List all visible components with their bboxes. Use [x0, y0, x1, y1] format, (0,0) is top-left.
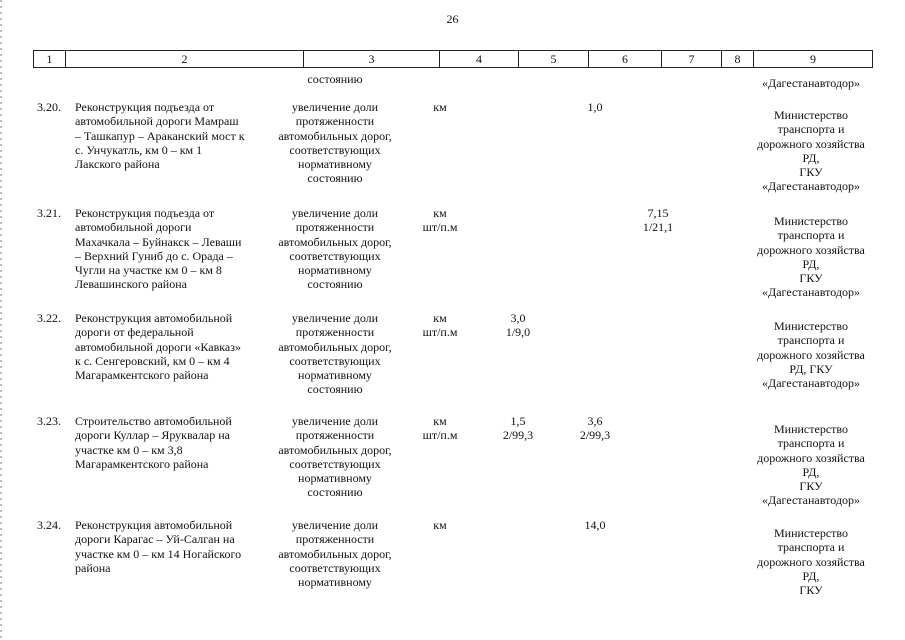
row-col7-line: 1/21,1: [642, 220, 674, 235]
row-col5-line: 2/99,3: [502, 428, 534, 443]
carryover-purpose-line: состоянию: [307, 72, 363, 86]
row-purpose-line: состоянию: [307, 277, 363, 292]
row-executor-line: дорожного хозяйства: [757, 347, 865, 362]
row-purpose: [268, 206, 402, 292]
row-executor-line: дорожного хозяйства: [757, 242, 865, 257]
row-name-line: дороги Карагас – Уй-Салган на: [75, 532, 235, 547]
row-name-line: – Верхний Гуниб до с. Орада –: [75, 248, 233, 263]
row-name-line: Чугли на участке км 0 – км 8: [75, 263, 222, 278]
row-executor-line: транспорта и: [777, 333, 845, 348]
row-purpose-line: соответствующих: [289, 456, 381, 471]
row-name-line: Реконструкция подъезда от: [75, 100, 215, 114]
row-executor-line: транспорта и: [777, 228, 845, 243]
row-purpose-line: нормативному: [298, 368, 372, 383]
header-col-9: 9: [753, 51, 873, 67]
row-name-line: Магарамкентского района: [75, 456, 209, 471]
row-col5-line: 1/9,0: [505, 325, 531, 340]
row-executor-line: дорожного хозяйства: [757, 554, 865, 569]
row-name-line: дороги Куллар – Яруквалар на: [75, 428, 231, 443]
row-executor-line: РД,: [802, 256, 820, 271]
row-executor-line: «Дагестанавтодор»: [762, 179, 860, 194]
row-name-line: Лакского района: [75, 157, 160, 172]
header-col-6: 6: [588, 51, 661, 67]
row-col5: [488, 311, 548, 340]
row-number-line: 3.22.: [37, 311, 61, 325]
row-executor-line: «Дагестанавтодор»: [762, 285, 860, 300]
header-col-2: 2: [65, 51, 303, 67]
row-unit-line: км: [433, 206, 447, 220]
row-col6: [560, 414, 630, 443]
table-header: [33, 50, 873, 68]
row-purpose-line: увеличение доли: [291, 518, 379, 532]
row-name-line: Махачкала – Буйнакск – Леваши: [75, 234, 242, 249]
row-purpose-line: автомобильных дорог,: [278, 546, 392, 561]
row-unit-line: шт/п.м: [422, 220, 458, 235]
row-unit-line: км: [433, 100, 447, 114]
row-executor-line: дорожного хозяйства: [757, 136, 865, 151]
row-name-line: участке км 0 – км 3,8: [75, 442, 183, 457]
header-col-3: 3: [303, 51, 439, 67]
row-unit: [412, 100, 468, 114]
row-number: [37, 518, 71, 532]
row-executor: [748, 108, 874, 194]
row-number-line: 3.21.: [37, 206, 61, 220]
row-number: [37, 206, 71, 220]
header-col-8: 8: [721, 51, 753, 67]
row-purpose: [268, 311, 402, 397]
row-purpose: [268, 414, 402, 500]
row-purpose-line: нормативному: [298, 471, 372, 486]
header-col-7: 7: [661, 51, 721, 67]
row-unit-line: шт/п.м: [422, 325, 458, 340]
row-name-line: с. Унчукатль, км 0 – км 1: [75, 142, 203, 157]
row-purpose-line: увеличение доли: [291, 100, 379, 114]
row-purpose-line: увеличение доли: [291, 311, 379, 325]
row-col7: [628, 206, 688, 235]
row-executor-line: транспорта и: [777, 436, 845, 451]
carryover-executor-line: «Дагестанавтодор»: [762, 76, 860, 90]
row-purpose-line: протяженности: [295, 220, 375, 235]
row-col6-line: 3,6: [587, 414, 603, 428]
row-executor-line: ГКУ: [799, 271, 823, 286]
row-purpose-line: автомобильных дорог,: [278, 234, 392, 249]
row-executor-line: «Дагестанавтодор»: [762, 376, 860, 391]
header-col-1: 1: [33, 51, 65, 67]
page-number: 26: [446, 12, 459, 26]
row-col6-line: 1,0: [587, 100, 603, 114]
row-number: [37, 100, 71, 114]
row-purpose-line: протяженности: [295, 114, 375, 129]
row-purpose-line: нормативному: [298, 157, 372, 172]
row-executor-line: Министерство: [774, 319, 848, 333]
row-executor-line: Министерство: [774, 214, 848, 228]
row-unit: [412, 518, 468, 532]
row-executor-line: Министерство: [774, 422, 848, 436]
row-name-line: района: [75, 560, 111, 575]
row-executor-line: «Дагестанавтодор»: [762, 493, 860, 508]
row-col5-line: 3,0: [510, 311, 526, 325]
row-name: [75, 414, 265, 471]
row-purpose-line: состоянию: [307, 382, 363, 397]
row-unit: [412, 414, 468, 443]
header-col-5: 5: [518, 51, 588, 67]
row-col6-line: 14,0: [584, 518, 606, 532]
carryover-executor: [748, 76, 874, 90]
row-name-line: Реконструкция автомобильной: [75, 311, 233, 325]
row-unit-line: км: [433, 311, 447, 325]
row-name-line: Строительство автомобильной: [75, 414, 232, 428]
row-executor-line: дорожного хозяйства: [757, 450, 865, 465]
row-executor-line: транспорта и: [777, 122, 845, 137]
row-executor-line: РД, ГКУ: [789, 361, 833, 376]
row-name-line: – Ташкапур – Араканский мост к: [75, 128, 245, 143]
row-unit: [412, 311, 468, 340]
row-col7-line: 7,15: [647, 206, 669, 220]
row-name-line: участке км 0 – км 14 Ногайского: [75, 546, 242, 561]
row-executor-line: Министерство: [774, 526, 848, 540]
row-number: [37, 414, 71, 428]
row-purpose-line: соответствующих: [289, 142, 381, 157]
row-purpose-line: протяженности: [295, 325, 375, 340]
row-executor-line: ГКУ: [799, 583, 823, 598]
scan-edge-artifact: [0, 0, 2, 640]
row-name-line: Реконструкция подъезда от: [75, 206, 215, 220]
row-executor-line: ГКУ: [799, 479, 823, 494]
carryover-purpose: [268, 72, 402, 86]
row-name-line: Реконструкция автомобильной: [75, 518, 233, 532]
row-number-line: 3.20.: [37, 100, 61, 114]
row-col5: [488, 414, 548, 443]
row-col6: [560, 100, 630, 114]
row-purpose-line: автомобильных дорог,: [278, 128, 392, 143]
row-purpose-line: состоянию: [307, 171, 363, 186]
row-executor: [748, 422, 874, 508]
row-name-line: к с. Сенгеровский, км 0 – км 4: [75, 353, 230, 368]
row-unit: [412, 206, 468, 235]
row-name-line: Магарамкентского района: [75, 368, 209, 383]
row-col5-line: 1,5: [510, 414, 526, 428]
row-name-line: автомобильной дороги: [75, 220, 192, 235]
row-executor-line: РД,: [802, 568, 820, 583]
row-purpose-line: соответствующих: [289, 560, 381, 575]
row-purpose-line: автомобильных дорог,: [278, 442, 392, 457]
row-purpose-line: увеличение доли: [291, 206, 379, 220]
row-col6: [560, 518, 630, 532]
row-name: [75, 206, 265, 292]
row-executor: [748, 214, 874, 300]
row-name-line: Левашинского района: [75, 277, 187, 292]
row-executor-line: РД,: [802, 464, 820, 479]
row-number-line: 3.23.: [37, 414, 61, 428]
row-purpose: [268, 518, 402, 589]
row-executor-line: РД,: [802, 150, 820, 165]
row-name-line: автомобильной дороги «Кавказ»: [75, 339, 241, 354]
row-unit-line: км: [433, 518, 447, 532]
row-purpose-line: протяженности: [295, 428, 375, 443]
row-name: [75, 311, 265, 382]
header-col-4: 4: [439, 51, 518, 67]
row-number-line: 3.24.: [37, 518, 61, 532]
row-name: [75, 518, 265, 575]
row-executor: [748, 526, 874, 597]
row-executor-line: транспорта и: [777, 540, 845, 555]
row-number: [37, 311, 71, 325]
row-name: [75, 100, 265, 171]
row-name-line: автомобильной дороги Мамраш: [75, 114, 239, 129]
row-purpose-line: автомобильных дорог,: [278, 339, 392, 354]
row-purpose-line: соответствующих: [289, 248, 381, 263]
row-executor-line: ГКУ: [799, 165, 823, 180]
row-purpose-line: нормативному: [298, 263, 372, 278]
row-purpose-line: протяженности: [295, 532, 375, 547]
row-col6-line: 2/99,3: [579, 428, 611, 443]
row-unit-line: шт/п.м: [422, 428, 458, 443]
row-executor-line: Министерство: [774, 108, 848, 122]
row-unit-line: км: [433, 414, 447, 428]
row-purpose: [268, 100, 402, 186]
row-purpose-line: увеличение доли: [291, 414, 379, 428]
row-purpose-line: нормативному: [298, 575, 372, 590]
row-purpose-line: соответствующих: [289, 353, 381, 368]
row-name-line: дороги от федеральной: [75, 325, 194, 340]
row-executor: [748, 319, 874, 390]
row-purpose-line: состоянию: [307, 485, 363, 500]
